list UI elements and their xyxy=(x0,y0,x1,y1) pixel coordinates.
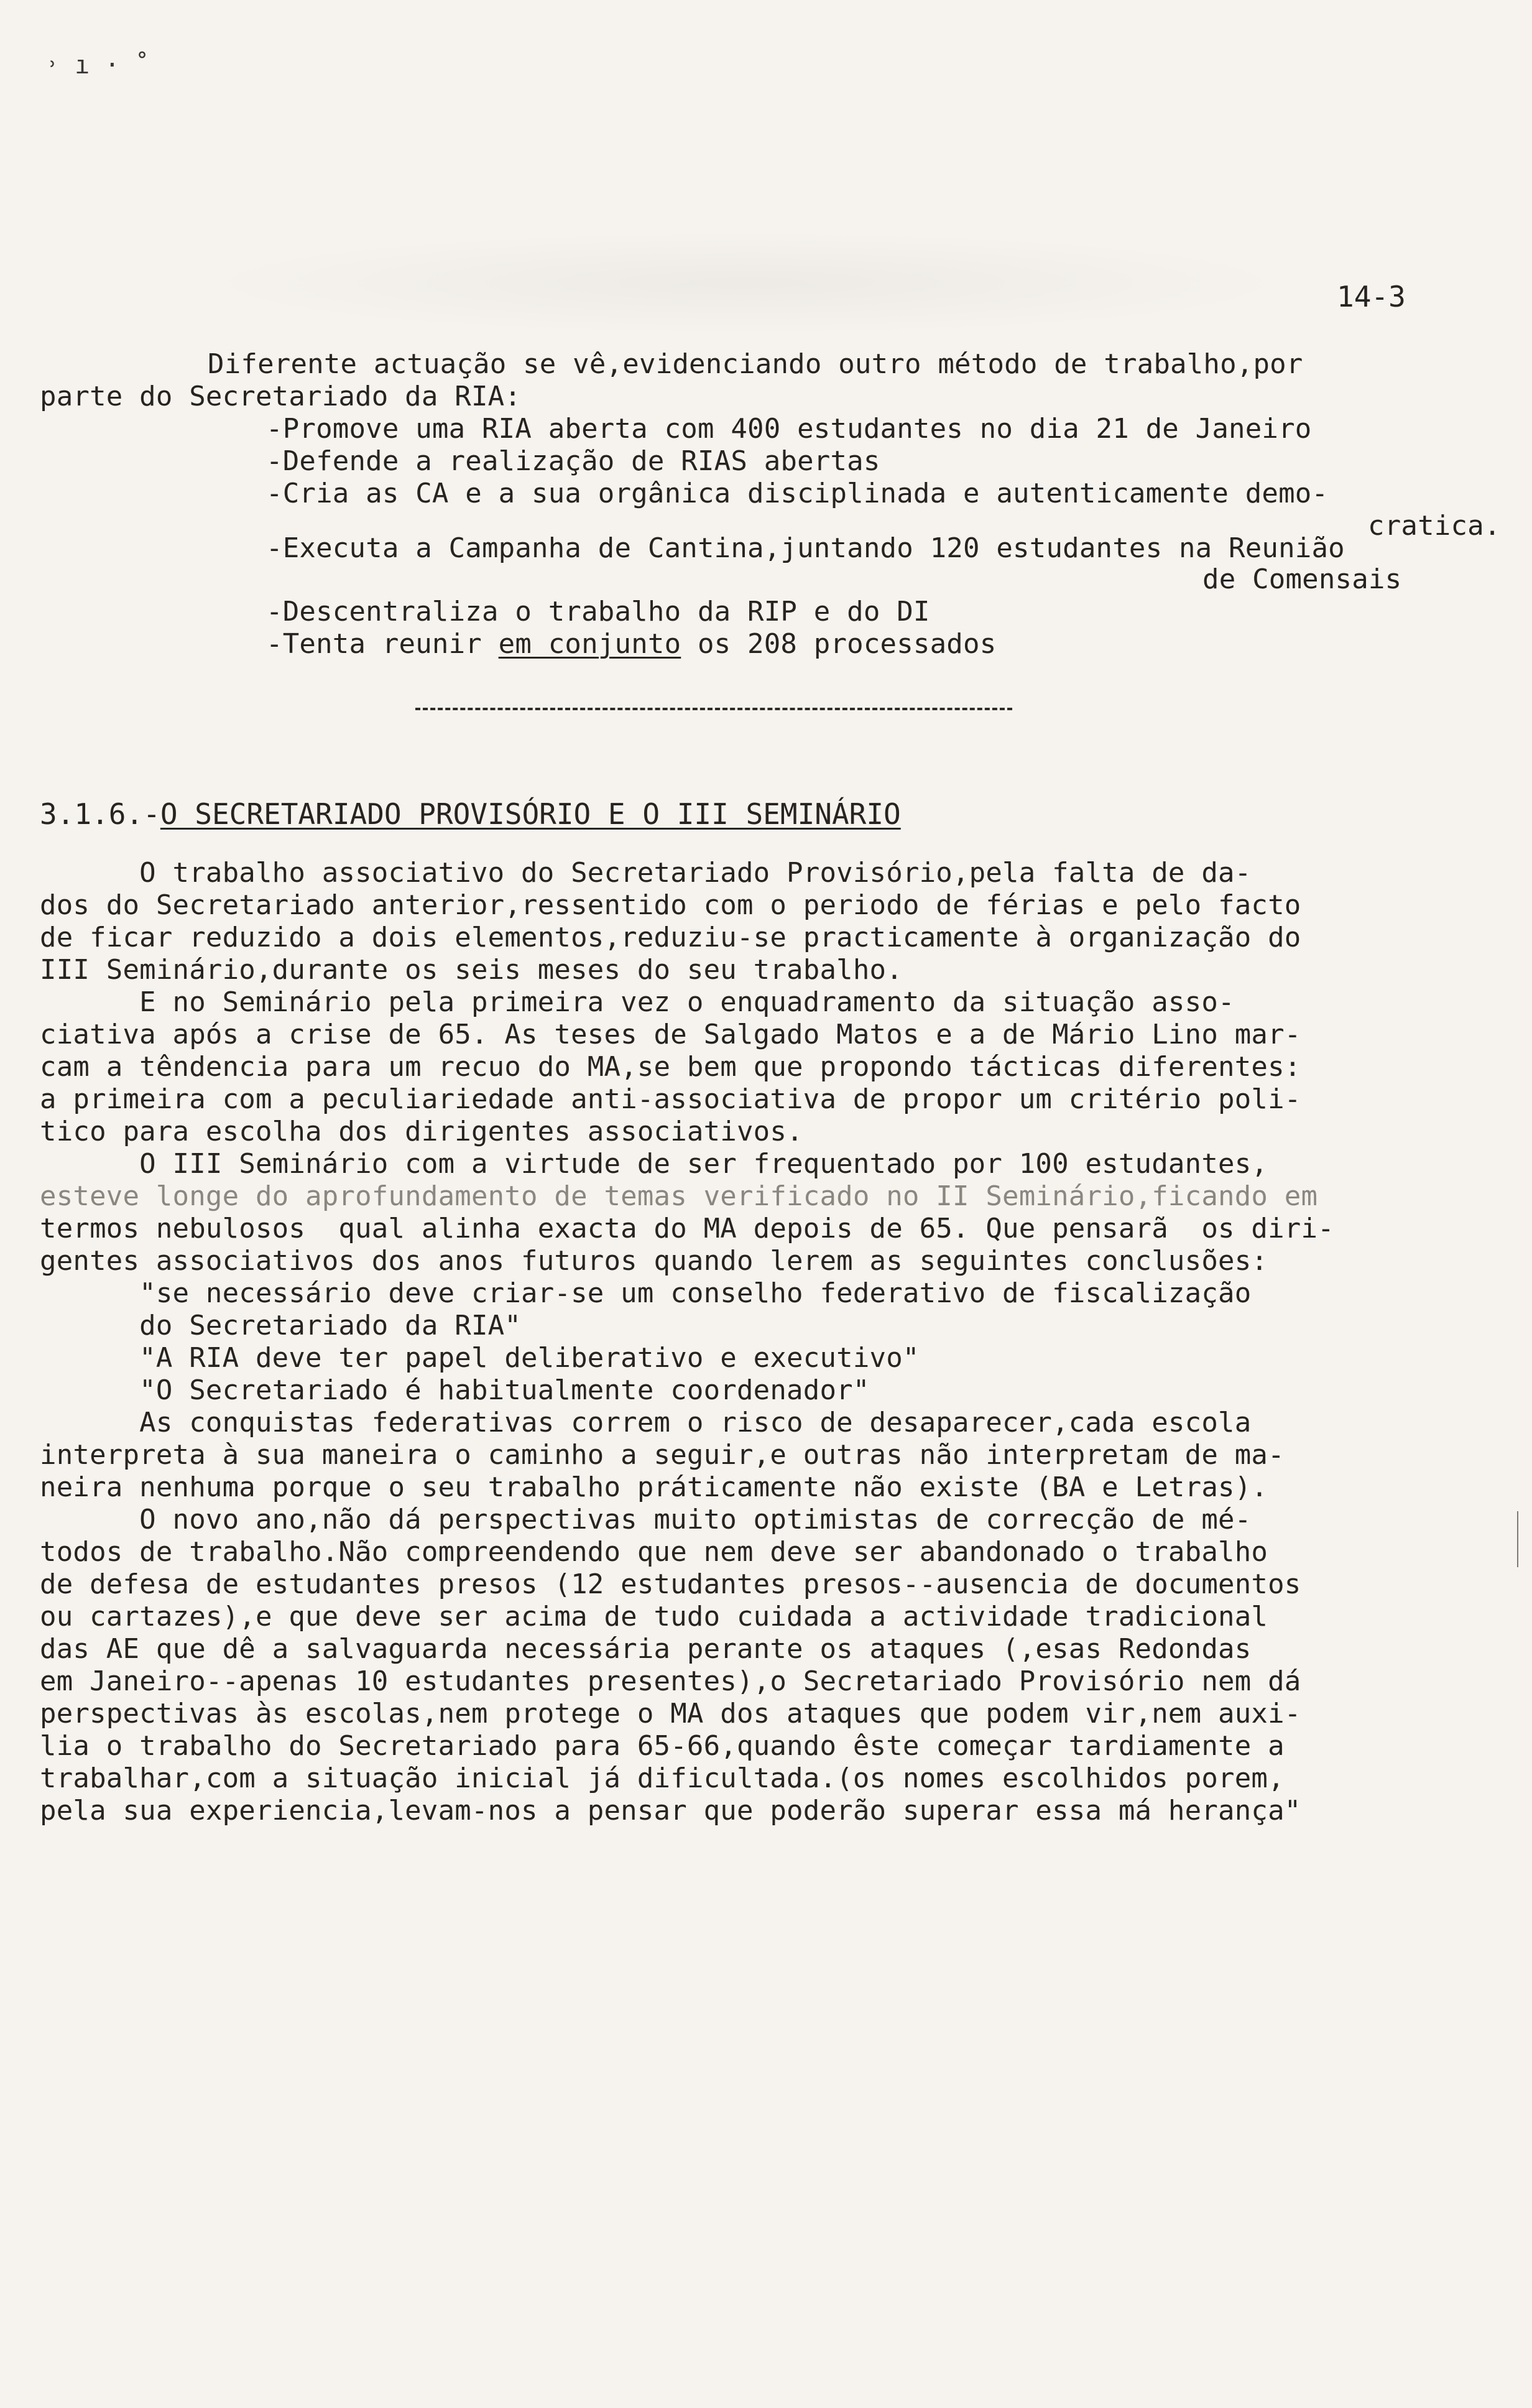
body-line: "se necessário deve criar-se um conselho federativo de fiscalização xyxy=(40,1277,1252,1309)
body-line: "O Secretariado é habitualmente coordenador" xyxy=(40,1374,870,1406)
body-line: trabalhar,com a situação inicial já dificultada.(os nomes escolhidos porem, xyxy=(40,1762,1285,1794)
corner-mark: ˒ ı · ˚ xyxy=(45,51,150,80)
body-line: de defesa de estudantes presos (12 estudantes presos--ausencia de documentos xyxy=(40,1568,1301,1600)
body-line: interpreta à sua maneira o caminho a seguir,e outras não interpretam de ma- xyxy=(40,1439,1285,1471)
bullet-continuation: cratica. xyxy=(1368,510,1501,542)
body-line: "A RIA deve ter papel deliberativo e executivo" xyxy=(40,1342,920,1374)
section-heading xyxy=(40,797,901,831)
body-line: cam a têndencia para um recuo do MA,se bem que propondo tácticas diferentes: xyxy=(40,1051,1301,1083)
body-line: esteve longe do aprofundamento de temas verificado no II Seminário,ficando em xyxy=(40,1180,1318,1212)
body-line: ou cartazes),e que deve ser acima de tudo cuidada a actividade tradicional xyxy=(40,1601,1268,1632)
scan-edge-mark xyxy=(1517,1511,1518,1567)
body-line: O trabalho associativo do Secretariado Provisório,pela falta de da- xyxy=(40,857,1252,889)
bullet-item: -Descentraliza o trabalho da RIP e do DI xyxy=(266,596,930,627)
bullet-item: -Defende a realização de RIAS abertas xyxy=(266,445,880,477)
body-line: perspectivas às escolas,nem protege o MA dos ataques que podem vir,nem auxi- xyxy=(40,1698,1301,1730)
bullet-item: -Executa a Campanha de Cantina,juntando 120 estudantes na Reunião xyxy=(266,532,1345,564)
body-line: neira nenhuma porque o seu trabalho práticamente não existe (BA e Letras). xyxy=(40,1471,1268,1503)
body-line: termos nebulosos qual alinha exacta do MA depois de 65. Que pensarã os diri- xyxy=(40,1213,1334,1244)
body-line: do Secretariado da RIA" xyxy=(40,1310,522,1341)
body-line: de ficar reduzido a dois elementos,reduziu-se practicamente à organização do xyxy=(40,922,1301,953)
body-line: em Janeiro--apenas 10 estudantes presentes),o Secretariado Provisório nem dá xyxy=(40,1665,1301,1697)
body-line: E no Seminário pela primeira vez o enquadramento da situação asso- xyxy=(40,986,1235,1018)
bullet-item xyxy=(266,628,996,660)
underlined-phrase: em conjunto xyxy=(498,628,681,660)
scan-blemish xyxy=(187,230,1306,336)
body-line: O novo ano,não dá perspectivas muito optimistas de correcção de mé- xyxy=(40,1504,1252,1535)
body-line: O III Seminário com a virtude de ser frequentado por 100 estudantes, xyxy=(40,1148,1268,1180)
section-title: O SECRETARIADO PROVISÓRIO E O III SEMINÁRIO xyxy=(160,797,901,831)
intro-line-1: Diferente actuação se vê,evidenciando outro método de trabalho,por xyxy=(208,348,1303,380)
section-divider xyxy=(415,708,1012,710)
body-line: todos de trabalho.Não compreendendo que nem deve ser abandonado o trabalho xyxy=(40,1536,1268,1568)
section-number: 3.1.6.- xyxy=(40,797,160,831)
body-line: dos do Secretariado anterior,ressentido com o periodo de férias e pelo facto xyxy=(40,889,1301,921)
page-number: 14-3 xyxy=(1337,280,1406,313)
body-line: ciativa após a crise de 65. As teses de Salgado Matos e a de Mário Lino mar- xyxy=(40,1019,1301,1050)
body-line: lia o trabalho do Secretariado para 65-66,quando êste começar tardiamente a xyxy=(40,1730,1285,1762)
body-line: tico para escolha dos dirigentes associativos. xyxy=(40,1116,803,1147)
bullet-item: -Cria as CA e a sua orgânica disciplinada e autenticamente demo- xyxy=(266,478,1329,509)
intro-line-2: parte do Secretariado da RIA: xyxy=(40,381,522,412)
body-line: a primeira com a peculiariedade anti-associativa de propor um critério poli- xyxy=(40,1083,1301,1115)
body-line: III Seminário,durante os seis meses do seu trabalho. xyxy=(40,954,903,986)
bullet-text: os 208 processados xyxy=(681,628,997,660)
bullet-continuation: de Comensais xyxy=(1202,563,1402,595)
body-line: gentes associativos dos anos futuros quando lerem as seguintes conclusões: xyxy=(40,1245,1268,1277)
body-line: pela sua experiencia,levam-nos a pensar que poderão superar essa má herança" xyxy=(40,1795,1301,1827)
bullet-item: -Promove uma RIA aberta com 400 estudantes no dia 21 de Janeiro xyxy=(266,413,1312,445)
body-line: das AE que dê a salvaguarda necessária perante os ataques (,esas Redondas xyxy=(40,1633,1252,1665)
bullet-text: -Tenta reunir xyxy=(266,628,499,660)
body-line: As conquistas federativas correm o risco de desaparecer,cada escola xyxy=(40,1407,1252,1438)
